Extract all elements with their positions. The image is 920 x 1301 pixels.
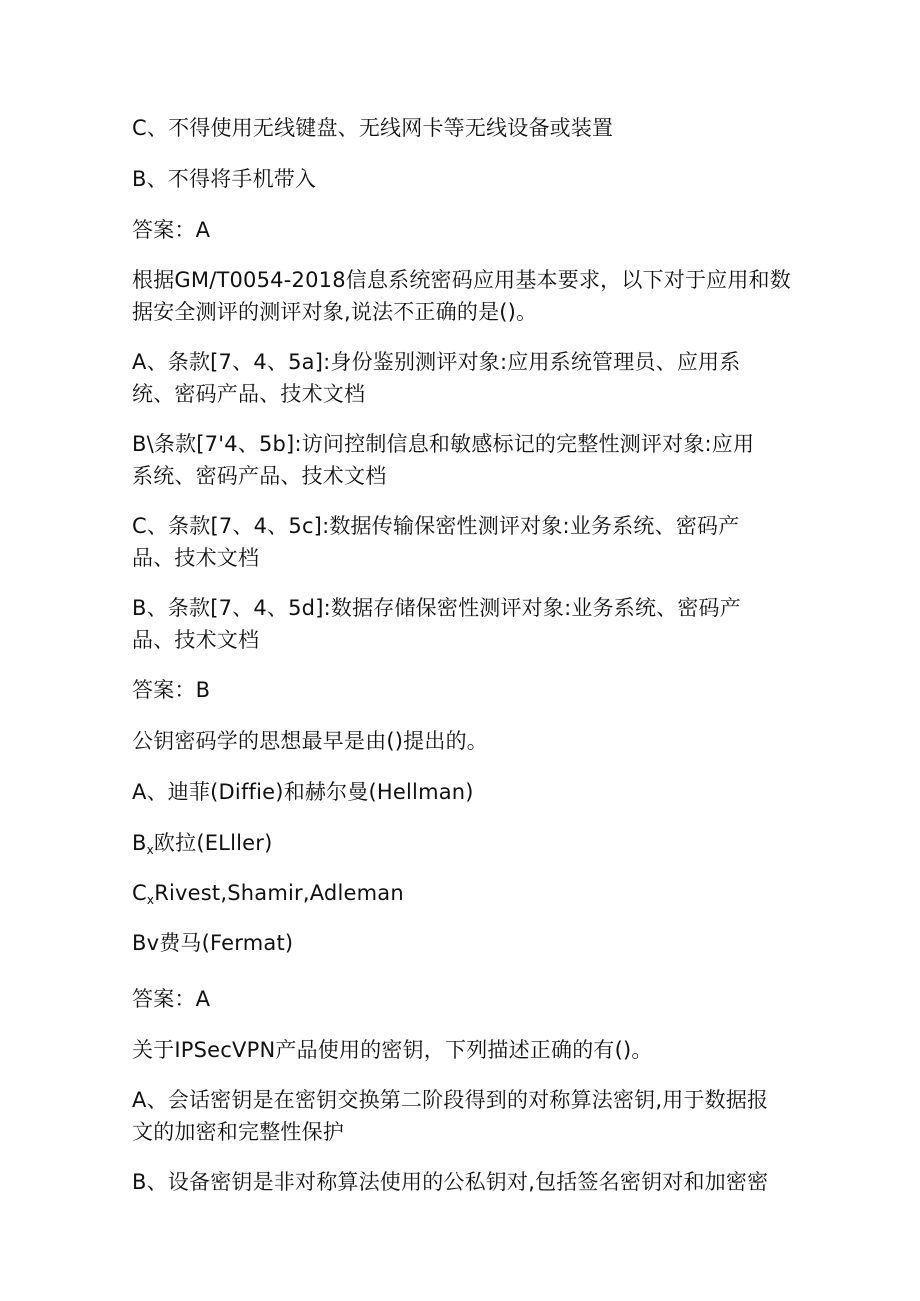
answer-1: 答案：A bbox=[132, 218, 211, 242]
option-b-line-2: 系统、密码产品、技术文档 bbox=[132, 464, 387, 488]
question-4: 关于IPSecVPN产品使用的密钥，下列描述正确的有()。 bbox=[132, 1038, 653, 1062]
option-b-line-1: B\条款[7'4、5b]:访问控制信息和敏感标记的完整性测评对象:应用 bbox=[132, 432, 755, 456]
option-c-wireless-devices: C、不得使用无线键盘、无线网卡等无线设备或装置 bbox=[132, 116, 614, 140]
question-2-line-1: 根据GM/T0054-2018信息系统密码应用基本要求，以下对于应用和数 bbox=[132, 268, 791, 292]
option-d-line-1: B、条款[7、4、5d]:数据存储保密性测评对象:业务系统、密码产 bbox=[132, 596, 741, 620]
option-letter: C bbox=[132, 881, 147, 905]
option-a-diffie-hellman: A、迪菲(Diffie)和赫尔曼(Hellman) bbox=[132, 780, 474, 804]
option-d-fermat: Bv费马(Fermat) bbox=[132, 931, 294, 955]
option-d-line-2: 品、技术文档 bbox=[132, 628, 260, 652]
option-b-device-key: B、设备密钥是非对称算法使用的公私钥对,包括签名密钥对和加密密 bbox=[132, 1170, 769, 1194]
option-subscript: x bbox=[146, 893, 155, 907]
option-b-euler bbox=[132, 827, 792, 866]
option-subscript: x bbox=[146, 843, 154, 857]
option-a-line-2: 统、密码产品、技术文档 bbox=[132, 382, 366, 406]
answer-2: 答案：B bbox=[132, 678, 211, 702]
question-2-line-2: 据安全测评的测评对象,说法不正确的是()。 bbox=[132, 300, 538, 324]
option-letter: B bbox=[132, 831, 147, 855]
option-a-session-key-line-2: 文的加密和完整性保护 bbox=[132, 1120, 344, 1144]
option-a-line-1: A、条款[7、4、5a]:身份鉴别测评对象:应用系统管理员、应用系 bbox=[132, 350, 741, 374]
question-3: 公钥密码学的思想最早是由()提出的。 bbox=[132, 729, 488, 753]
option-a-session-key-line-1: A、会话密钥是在密钥交换第二阶段得到的对称算法密钥,用于数据报 bbox=[132, 1088, 769, 1112]
option-text: Rivest,Shamir,Adleman bbox=[154, 881, 404, 905]
answer-3: 答案：A bbox=[132, 987, 211, 1011]
option-c-line-1: C、条款[7、4、5c]:数据传输保密性测评对象:业务系统、密码产 bbox=[132, 514, 740, 538]
option-b-no-phones: B、不得将手机带入 bbox=[132, 167, 317, 191]
option-c-line-2: 品、技术文档 bbox=[132, 546, 260, 570]
option-text: 欧拉(ELller) bbox=[153, 831, 273, 855]
option-c-rsa bbox=[132, 877, 792, 916]
